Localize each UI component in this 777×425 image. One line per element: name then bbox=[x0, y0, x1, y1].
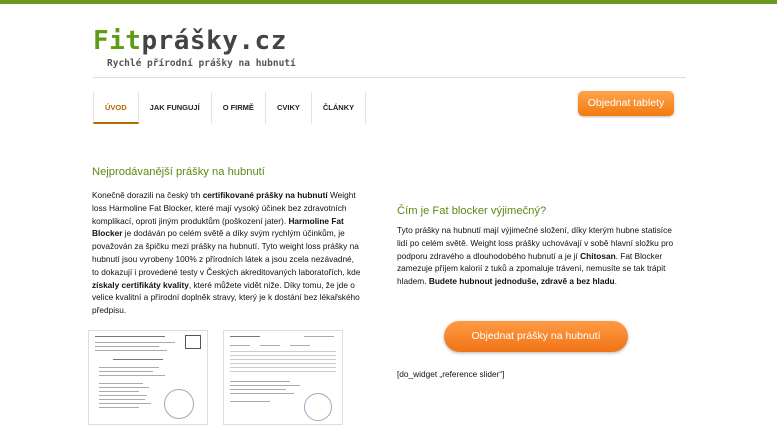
text-run: Tyto prášky na hubnutí mají výjimečné složení, díky kterým hubne statisíce lidí po celém světě. Weight loss prášky uchovávají v sobě hlavní složku pro podporu zdravého a dlouhodobého hubnutí a je jí bbox=[397, 225, 674, 261]
text-run: Weight loss Harmoline Fat Blocker, které mají vysoký účinek bez zdravotních komplikací, oproti jiným produktům (poškození jater). bbox=[92, 190, 356, 226]
text-run: Konečně dorazili na český trh bbox=[92, 190, 203, 200]
site-tagline: Rychlé přírodní prášky na hubnutí bbox=[107, 58, 296, 69]
certificate-stamp-icon bbox=[164, 389, 194, 419]
top-accent-bar bbox=[0, 0, 777, 4]
nav-item-clanky[interactable]: ČLÁNKY bbox=[312, 92, 366, 124]
text-run: . bbox=[614, 276, 617, 287]
text-run: , které můžete vidět níže. Díky tomu, že jde o velice kvalitní a přírodní doplněk stravy, který je k dostání bez lékařského předpisu. bbox=[92, 279, 360, 316]
logo-rest: prášky.cz bbox=[141, 26, 287, 56]
certificate-seal-icon bbox=[185, 335, 201, 349]
right-heading: Čím je Fat blocker výjimečný? bbox=[397, 205, 547, 217]
text-run: . Fat Blocker zamezuje příjem kalorií z tuků a zpomaluje trávení, nemusíte se tak trápit hladem. bbox=[397, 250, 666, 287]
certificate-image-1[interactable] bbox=[88, 330, 208, 425]
certificate-stamp-icon bbox=[304, 393, 332, 421]
bold-text: certifikované prášky na hubnutí bbox=[202, 190, 328, 200]
main-nav bbox=[93, 92, 366, 124]
bold-text: Chitosan bbox=[580, 250, 616, 261]
right-paragraph bbox=[397, 224, 675, 288]
site-logo[interactable] bbox=[93, 26, 693, 56]
nav-item-o-firme[interactable]: O FIRMĚ bbox=[212, 92, 266, 124]
bold-text: Budete hubnout jednoduše, zdravě a bez hladu bbox=[428, 276, 615, 287]
nav-item-jak-funguji[interactable]: JAK FUNGUJÍ bbox=[139, 92, 212, 124]
reference-slider-shortcode: [do_widget „reference slider“] bbox=[397, 369, 505, 379]
text-run: je dodáván po celém světě a díky svým rychlým účinkům, je považován za špičku mezi prášky na hubnutí. Tyto weight loss prášky na hubnutí jsou vyrobeny 100% z přírodních látek a jsou zcela nezávadné, to dokazují i provedené testy v Českých akreditovaných laboratořích, kde bbox=[92, 228, 361, 277]
left-paragraph bbox=[92, 189, 362, 317]
left-heading: Nejprodávanější prášky na hubnutí bbox=[92, 166, 265, 178]
logo-fit: Fit bbox=[93, 26, 142, 56]
nav-item-cviky[interactable]: CVIKY bbox=[266, 92, 312, 124]
order-pills-button[interactable]: Objednat prášky na hubnutí bbox=[444, 321, 628, 352]
bold-text: Harmoline Fat Blocker bbox=[92, 215, 344, 239]
certificate-image-2[interactable] bbox=[223, 330, 343, 425]
nav-item-uvod[interactable]: ÚVOD bbox=[93, 92, 139, 124]
header-divider bbox=[93, 77, 686, 78]
bold-text: získaly certifikáty kvality bbox=[92, 279, 189, 290]
order-tablets-button[interactable]: Objednat tablety bbox=[578, 91, 674, 116]
site-header bbox=[93, 26, 693, 69]
